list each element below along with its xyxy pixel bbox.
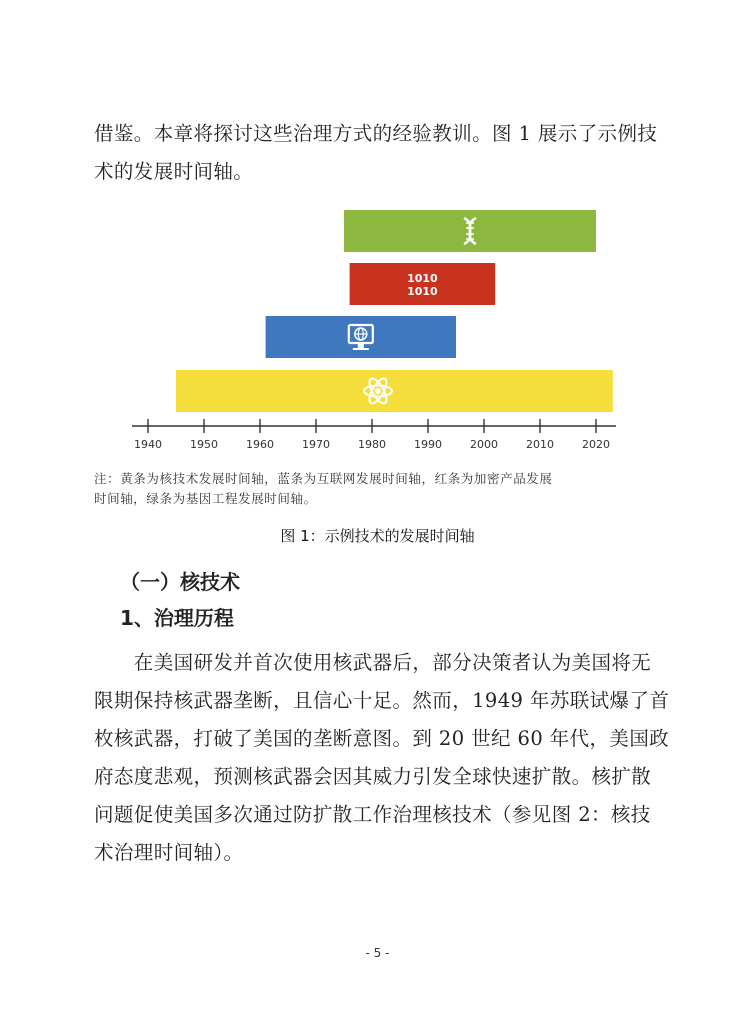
intro-line-2: 术的发展时间轴。: [94, 160, 254, 183]
note-line-2: 时间轴，绿条为基因工程发展时间轴。: [94, 491, 317, 506]
body-line-5: 问题促使美国多次通过防扩散工作治理核技术（参见图 2：核技: [94, 803, 651, 826]
body-line-4: 府态度悲观，预测核武器会因其威力引发全球快速扩散。核扩散: [94, 765, 652, 788]
x-tick-label: 2000: [470, 438, 498, 451]
timeline-bar-4: [176, 370, 613, 412]
body-line-2: 限期保持核武器垄断，且信心十足。然而，1949 年苏联试爆了首: [94, 689, 670, 712]
subsection-heading: 1、治理历程: [120, 606, 234, 630]
figure-caption: 图 1：示例技术的发展时间轴: [280, 527, 475, 545]
x-tick-label: 1940: [134, 438, 162, 451]
binary-text: 1010: [407, 285, 438, 298]
monitor-stand: [358, 344, 364, 348]
x-tick-label: 1960: [246, 438, 274, 451]
section-heading: （一）核技术: [120, 570, 240, 594]
note-line-1: 注：黄条为核技术发展时间轴，蓝条为互联网发展时间轴，红条为加密产品发展: [94, 471, 553, 486]
timeline-bar-1: [344, 210, 596, 252]
x-tick-label: 2010: [526, 438, 554, 451]
binary-text: 1010: [407, 272, 438, 285]
intro-line-1: 借鉴。本章将探讨这些治理方式的经验教训。图 1 展示了示例技: [94, 122, 658, 145]
timeline-svg: [120, 200, 640, 465]
x-tick-label: 1950: [190, 438, 218, 451]
x-tick-label: 1970: [302, 438, 330, 451]
x-tick-label: 1990: [414, 438, 442, 451]
body-line-1: 在美国研发并首次使用核武器后，部分决策者认为美国将无: [94, 651, 652, 674]
atom-nucleus: [375, 388, 381, 394]
page-number: - 5 -: [365, 946, 390, 960]
monitor-base: [353, 348, 369, 350]
body-line-3: 枚核武器，打破了美国的垄断意图。到 20 世纪 60 年代，美国政: [94, 727, 670, 750]
timeline-bar-2: [350, 263, 496, 305]
timeline-bar-rect: [266, 316, 456, 358]
timeline-bar-rect: [176, 370, 613, 412]
figure-note: [94, 469, 694, 509]
binary-icon: [407, 272, 438, 298]
x-tick-label: 2020: [582, 438, 610, 451]
timeline-chart: [120, 200, 640, 465]
x-tick-label: 1980: [358, 438, 386, 451]
body-line-6: 术治理时间轴）。: [94, 841, 244, 864]
timeline-bar-3: [266, 316, 456, 358]
